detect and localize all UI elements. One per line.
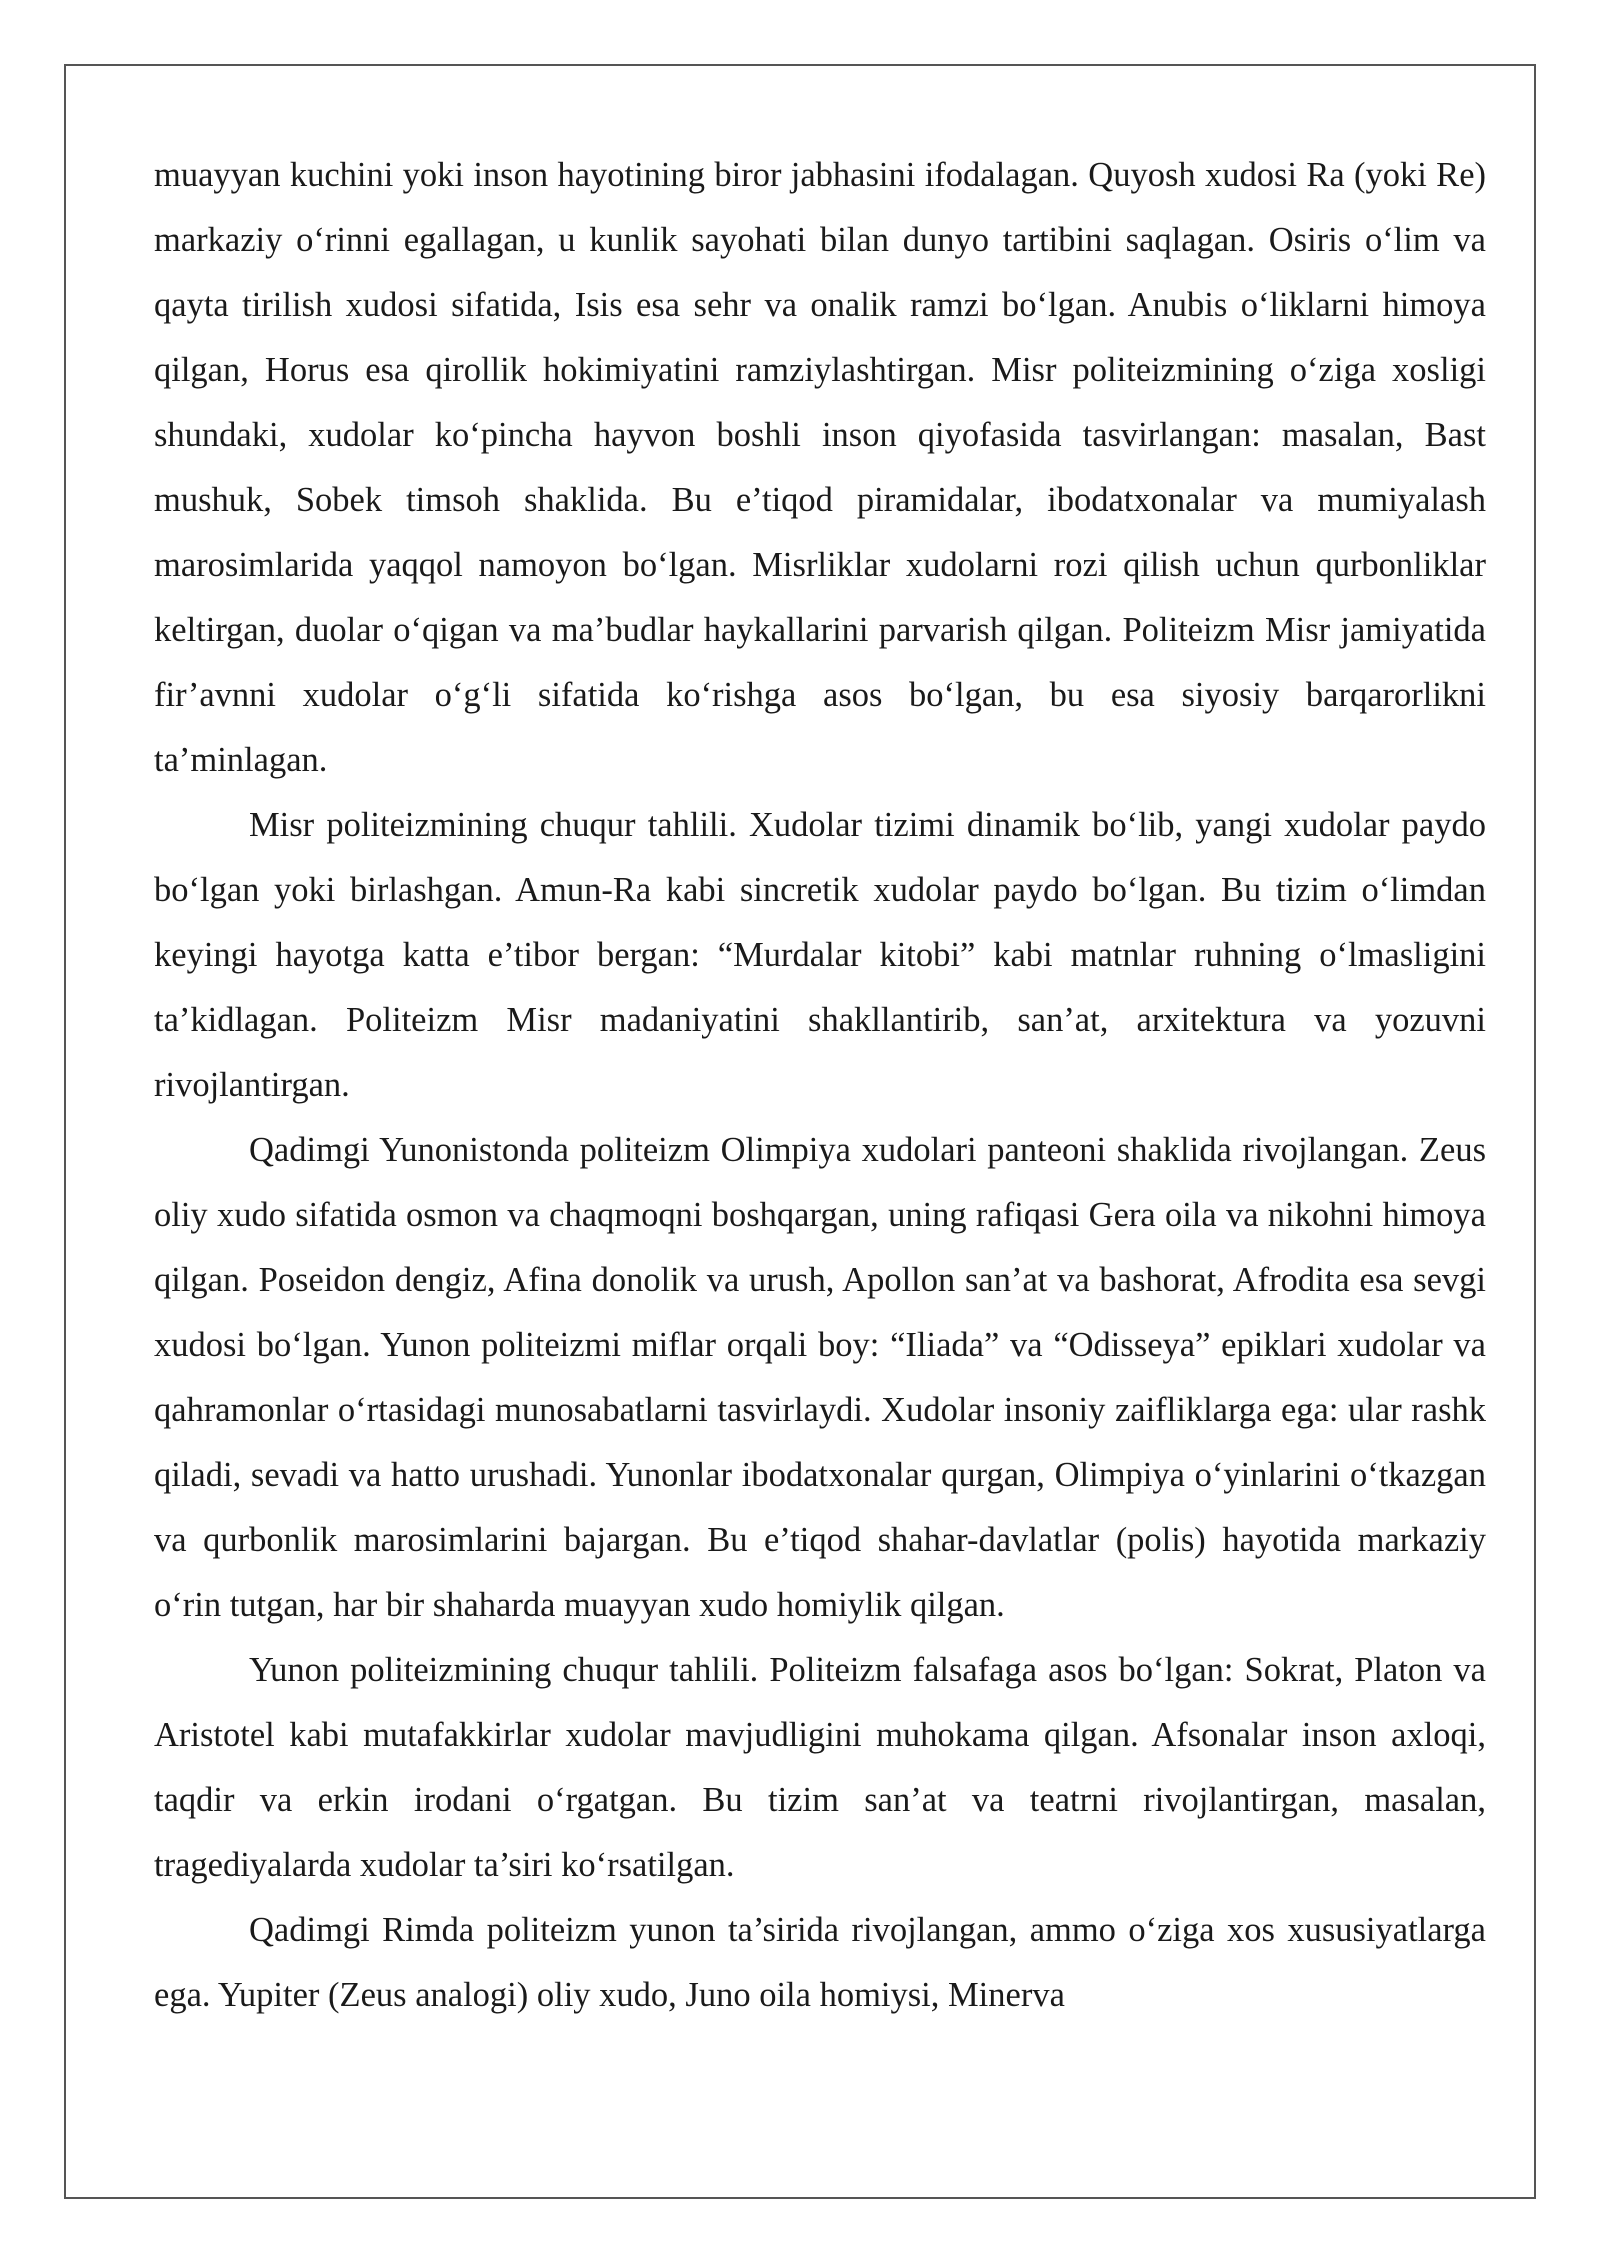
document-body [154, 143, 1486, 2028]
paragraph-3: Qadimgi Yunonistonda politeizm Olimpiya xudolari panteoni shaklida rivojlangan. Zeus oliy xudo sifatida osmon va chaqmoqni boshqargan, uning rafiqasi Gera oila va nikohni himoya qilgan. Poseidon dengiz, Afina donolik va urush, Apollon san’at va bashorat, Afrodita esa sevgi xudosi bo‘lgan. Yunon politeizmi miflar orqali boy: “Iliada” va “Odisseya” epiklari xudolar va qahramonlar o‘rtasidagi munosabatlarni tasvirlaydi. Xudolar insoniy zaifliklarga ega: ular rashk qiladi, sevadi va hatto urushadi. Yunonlar ibodatxonalar qurgan, Olimpiya o‘yinlarini o‘tkazgan va qurbonlik marosimlarini bajargan. Bu e’tiqod shahar-davlatlar (polis) hayotida markaziy o‘rin tutgan, har bir shaharda muayyan xudo homiylik qilgan. [154, 1131, 1486, 1624]
paragraph-1: muayyan kuchini yoki inson hayotining biror jabhasini ifodalagan. Quyosh xudosi Ra (yoki Re) markaziy o‘rinni egallagan, u kunlik sayohati bilan dunyo tartibini saqlagan. Osiris o‘lim va qayta tirilish xudosi sifatida, Isis esa sehr va onalik ramzi bo‘lgan. Anubis o‘liklarni himoya qilgan, Horus esa qirollik hokimiyatini ramziylashtirgan. Misr politeizmining o‘ziga xosligi shundaki, xudolar ko‘pincha hayvon boshli inson qiyofasida tasvirlangan: masalan, Bast mushuk, Sobek timsoh shaklida. Bu e’tiqod piramidalar, ibodatxonalar va mumiyalash marosimlarida yaqqol namoyon bo‘lgan. Misrliklar xudolarni rozi qilish uchun qurbonliklar keltirgan, duolar o‘qigan va ma’budlar haykallarini parvarish qilgan. Politeizm Misr jamiyatida fir’avnni xudolar o‘g‘li sifatida ko‘rishga asos bo‘lgan, bu esa siyosiy barqarorlikni ta’minlagan. [154, 156, 1486, 779]
paragraph-4: Yunon politeizmining chuqur tahlili. Politeizm falsafaga asos bo‘lgan: Sokrat, Platon va Aristotel kabi mutafakkirlar xudolar mavjudligini muhokama qilgan. Afsonalar inson axloqi, taqdir va erkin irodani o‘rgatgan. Bu tizim san’at va teatrni rivojlantirgan, masalan, tragediyalarda xudolar ta’siri ko‘rsatilgan. [154, 1651, 1486, 1884]
paragraph-2: Misr politeizmining chuqur tahlili. Xudolar tizimi dinamik bo‘lib, yangi xudolar paydo bo‘lgan yoki birlashgan. Amun-Ra kabi sincretik xudolar paydo bo‘lgan. Bu tizim o‘limdan keyingi hayotga katta e’tibor bergan: “Murdalar kitobi” kabi matnlar ruhning o‘lmasligini ta’kidlagan. Politeizm Misr madaniyatini shakllantirib, san’at, arxitektura va yozuvni rivojlantirgan. [154, 806, 1486, 1104]
paragraph-5: Qadimgi Rimda politeizm yunon ta’sirida rivojlangan, ammo o‘ziga xos xususiyatlarga ega. Yupiter (Zeus analogi) oliy xudo, Juno oila homiysi, Minerva [154, 1911, 1486, 2014]
